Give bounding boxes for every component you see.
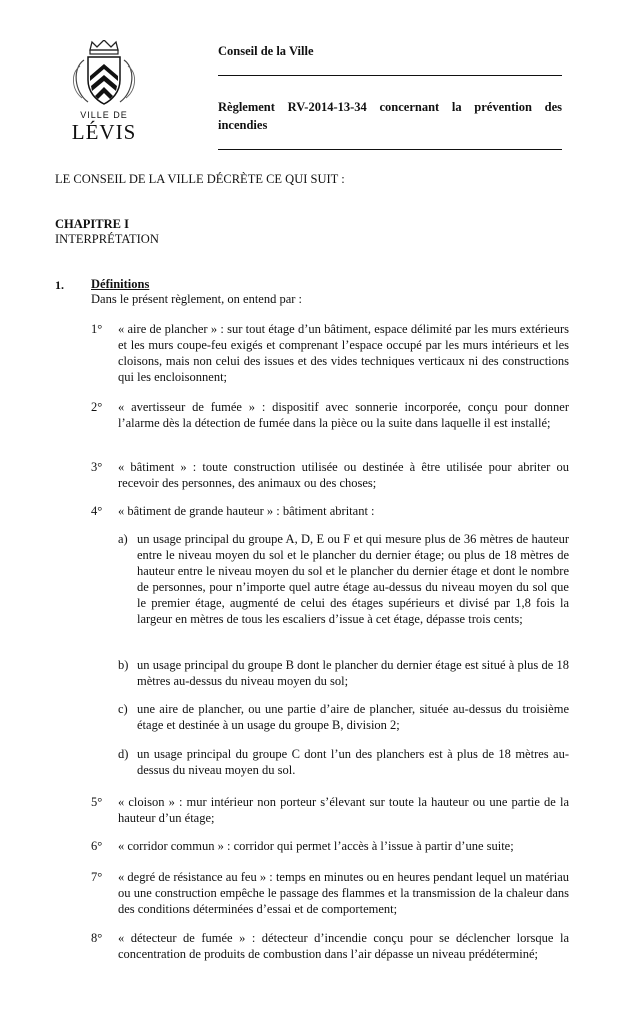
definition-text: « cloison » : mur intérieur non porteur s’élevant sur toute la hauteur ou une partie de la hauteur d’un étage; [118, 795, 569, 825]
definition-number: 2° [91, 400, 103, 414]
council-title: Conseil de la Ville [218, 44, 314, 58]
definition-text: « bâtiment » : toute construction utilisée ou destinée à être utilisée pour abriter ou recevoir des personnes, des animaux ou des choses; [118, 460, 569, 490]
decree-statement: LE CONSEIL DE LA VILLE DÉCRÈTE CE QUI SUIT : [55, 172, 345, 186]
chapter-title: INTERPRÉTATION [55, 232, 159, 246]
sub-item-letter: c) [118, 702, 128, 716]
definition-number: 4° [91, 504, 103, 518]
city-crest-icon [62, 40, 146, 110]
definition-text: « détecteur de fumée » : détecteur d’incendie conçu pour se déclencher lorsque la concentration de produits de combustion dans l’air dépasse un niveau prédéterminé; [118, 931, 569, 961]
definition-text: « degré de résistance au feu » : temps en minutes ou en heures pendant lequel un matériau ou une construction empêche le passage des flammes et la transmission de la chaleur dans des conditions déterminées d’essai et de comportement; [118, 870, 569, 916]
sub-item-text: une aire de plancher, ou une partie d’aire de plancher, située au-dessus du troisième étage et destinée à un usage du groupe B, division 2; [137, 702, 569, 732]
section-intro: Dans le présent règlement, on entend par : [91, 292, 303, 306]
definition-number: 3° [91, 460, 103, 474]
definition-text: « corridor commun » : corridor qui permet l’accès à l’issue à partir d’une suite; [118, 839, 514, 853]
sub-item-text: un usage principal du groupe C dont l’un des planchers est à plus de 18 mètres au-dessus du niveau moyen du sol. [137, 747, 569, 777]
section-title: Définitions [91, 277, 150, 291]
chapter-number: CHAPITRE I [55, 217, 129, 231]
section-number: 1. [55, 278, 64, 292]
definition-text: « bâtiment de grande hauteur » : bâtiment abritant : [118, 504, 375, 518]
sub-item-letter: b) [118, 658, 129, 672]
definition-number: 1° [91, 322, 103, 336]
logo-levis-text: LÉVIS [71, 120, 137, 144]
sub-item-letter: d) [118, 747, 129, 761]
definition-text: « avertisseur de fumée » : dispositif avec sonnerie incorporée, conçu pour donner l’alarme dès la détection de fumée dans la pièce ou la suite dans laquelle il est installé; [118, 400, 569, 430]
sub-item-text: un usage principal du groupe A, D, E ou F et qui mesure plus de 36 mètres de hauteur entre le niveau moyen du sol et le plancher du dernier étage; ou plus de 18 mètres de hauteur entre le niveau moyen du sol et le plancher du dernier étage et dont le nombre de personnes, pour n’importe quel autre étage au-dessus du niveau moyen du sol que le premier étage, augmenté de celui des étages supérieurs et divisé par 1,8 fois la largeur en mètres de tous les escaliers d’issue à cet étage, dépasse trois cents; [137, 532, 569, 626]
sub-item-text: un usage principal du groupe B dont le plancher du dernier étage est situé à plus de 18 mètres au-dessus du niveau moyen du sol; [137, 658, 569, 688]
sub-item-letter: a) [118, 532, 128, 546]
definition-number: 5° [91, 795, 103, 809]
logo-ville-text: VILLE DE [80, 110, 128, 120]
header-divider [218, 75, 562, 76]
regulation-title: Règlement RV-2014-13-34 concernant la prévention des incendies [218, 100, 562, 132]
definition-number: 7° [91, 870, 103, 884]
definition-number: 8° [91, 931, 103, 945]
definition-number: 6° [91, 839, 103, 853]
city-logo [62, 40, 146, 146]
header-divider [218, 149, 562, 150]
definition-text: « aire de plancher » : sur tout étage d’un bâtiment, espace délimité par les murs extérieurs et les murs coupe-feu exigés et comprenant l’espace occupé par les murs intérieurs et les cloisons, mais non celui des issues et des vides techniques verticaux ni des constructions qui les encloisonnent; [118, 322, 569, 384]
